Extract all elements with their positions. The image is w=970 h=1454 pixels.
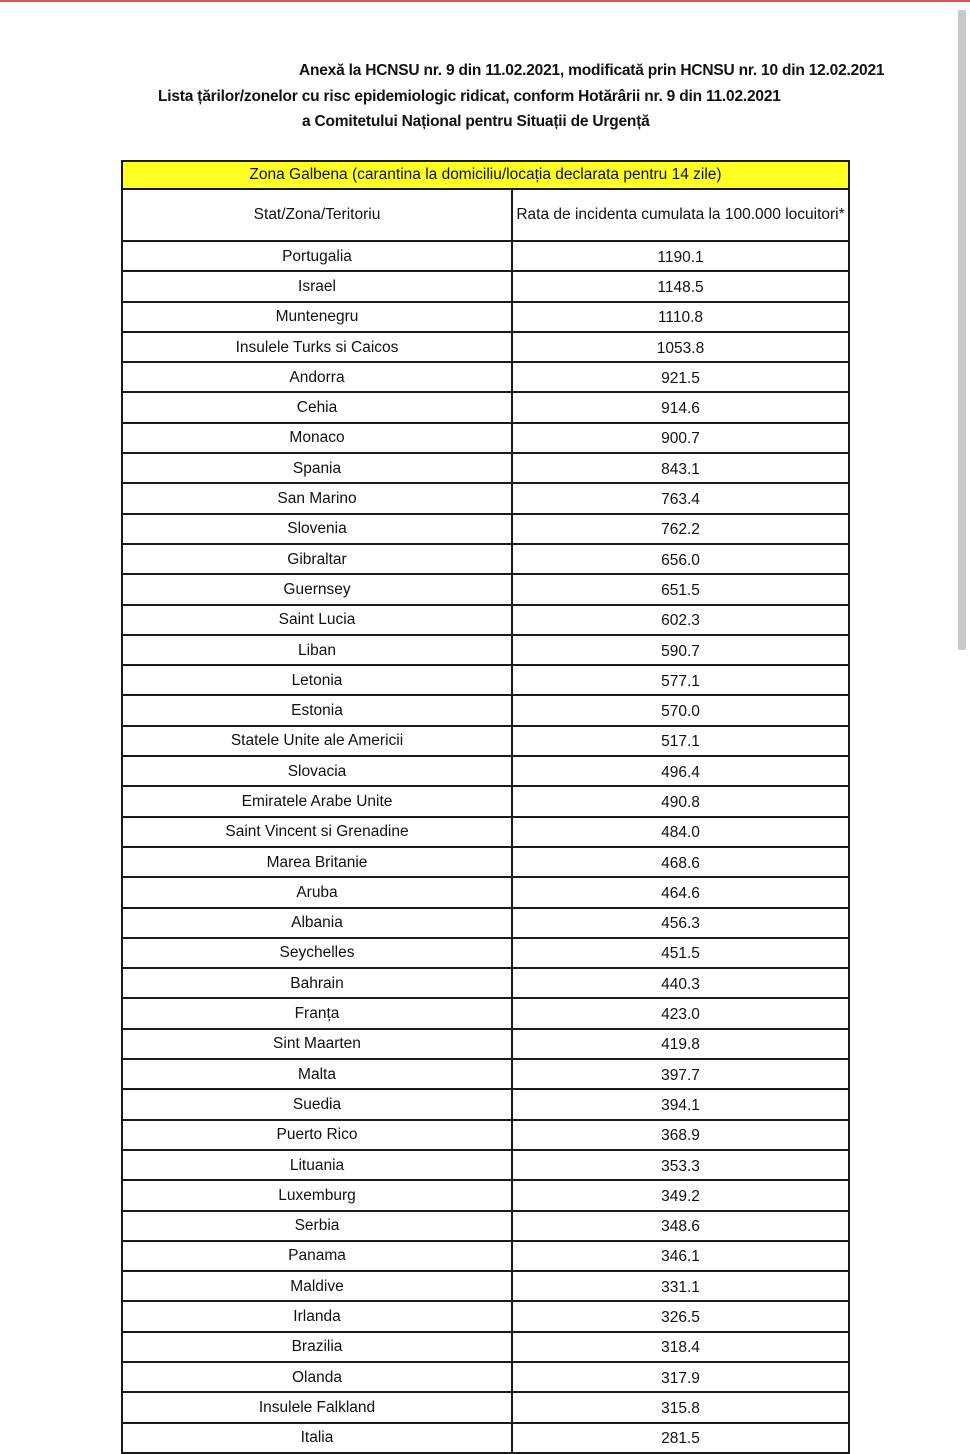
country-cell: Puerto Rico [122, 1120, 512, 1150]
table-row [122, 877, 849, 907]
country-cell: Malta [122, 1059, 512, 1089]
incidence-rate-cell: 317.9 [512, 1362, 849, 1392]
country-cell: Aruba [122, 877, 512, 907]
country-cell: Guernsey [122, 574, 512, 604]
incidence-rate-cell: 348.6 [512, 1211, 849, 1241]
incidence-rate-cell: 423.0 [512, 998, 849, 1028]
table-row [122, 362, 849, 392]
country-cell: Irlanda [122, 1301, 512, 1331]
column-header-country: Stat/Zona/Teritoriu [122, 189, 512, 241]
country-cell: Marea Britanie [122, 847, 512, 877]
incidence-rate-cell: 602.3 [512, 605, 849, 635]
country-cell: Suedia [122, 1089, 512, 1119]
table-row [122, 1150, 849, 1180]
incidence-rate-cell: 496.4 [512, 756, 849, 786]
table-row [122, 1332, 849, 1362]
incidence-rate-cell: 656.0 [512, 544, 849, 574]
table-row [122, 605, 849, 635]
table-row [122, 1362, 849, 1392]
incidence-rate-cell: 281.5 [512, 1423, 849, 1453]
table-row [122, 392, 849, 422]
table-row [122, 847, 849, 877]
table-row [122, 1059, 849, 1089]
incidence-rate-cell: 397.7 [512, 1059, 849, 1089]
table-row [122, 271, 849, 301]
table-row [122, 968, 849, 998]
table-row [122, 1211, 849, 1241]
country-cell: Estonia [122, 695, 512, 725]
table-row [122, 726, 849, 756]
zone-header-row [122, 161, 849, 189]
table-row [122, 514, 849, 544]
incidence-rate-cell: 1148.5 [512, 271, 849, 301]
incidence-rate-cell: 914.6 [512, 392, 849, 422]
table-row [122, 938, 849, 968]
countries-table [121, 160, 850, 1454]
table-row [122, 1271, 849, 1301]
country-cell: Saint Vincent si Grenadine [122, 817, 512, 847]
country-cell: Letonia [122, 665, 512, 695]
incidence-rate-cell: 353.3 [512, 1150, 849, 1180]
column-header-rate: Rata de incidenta cumulata la 100.000 locuitori* [512, 189, 849, 241]
table-row [122, 635, 849, 665]
country-cell: Maldive [122, 1271, 512, 1301]
table-row [122, 574, 849, 604]
country-cell: Saint Lucia [122, 605, 512, 635]
country-cell: Insulele Falkland [122, 1392, 512, 1422]
country-cell: Luxemburg [122, 1180, 512, 1210]
country-cell: Israel [122, 271, 512, 301]
zone-title: Zona Galbena (carantina la domiciliu/locația declarata pentru 14 zile) [122, 161, 849, 189]
incidence-rate-cell: 843.1 [512, 453, 849, 483]
annex-title: Anexă la HCNSU nr. 9 din 11.02.2021, modificată prin HCNSU nr. 10 din 12.02.2021 [299, 62, 885, 79]
country-cell: Lituania [122, 1150, 512, 1180]
country-cell: Seychelles [122, 938, 512, 968]
incidence-rate-cell: 763.4 [512, 483, 849, 513]
table-row [122, 1120, 849, 1150]
incidence-rate-cell: 468.6 [512, 847, 849, 877]
country-cell: Spania [122, 453, 512, 483]
incidence-rate-cell: 464.6 [512, 877, 849, 907]
incidence-rate-cell: 490.8 [512, 786, 849, 816]
incidence-rate-cell: 577.1 [512, 665, 849, 695]
incidence-rate-cell: 440.3 [512, 968, 849, 998]
country-cell: Emiratele Arabe Unite [122, 786, 512, 816]
country-cell: Liban [122, 635, 512, 665]
table-row [122, 453, 849, 483]
country-cell: Cehia [122, 392, 512, 422]
country-cell: Franța [122, 998, 512, 1028]
column-header-row [122, 189, 849, 241]
country-cell: Panama [122, 1241, 512, 1271]
incidence-rate-cell: 900.7 [512, 423, 849, 453]
country-cell: Insulele Turks si Caicos [122, 332, 512, 362]
incidence-rate-cell: 315.8 [512, 1392, 849, 1422]
list-title: Lista țărilor/zonelor cu risc epidemiologic ridicat, conform Hotărârii nr. 9 din 11.02.2021 [158, 88, 781, 105]
table-row [122, 544, 849, 574]
table-row [122, 241, 849, 271]
country-cell: Bahrain [122, 968, 512, 998]
incidence-rate-cell: 368.9 [512, 1120, 849, 1150]
incidence-rate-cell: 651.5 [512, 574, 849, 604]
incidence-rate-cell: 484.0 [512, 817, 849, 847]
table-row [122, 332, 849, 362]
table-row [122, 302, 849, 332]
incidence-rate-cell: 590.7 [512, 635, 849, 665]
country-cell: Brazilia [122, 1332, 512, 1362]
country-cell: Italia [122, 1423, 512, 1453]
incidence-rate-cell: 318.4 [512, 1332, 849, 1362]
country-cell: Slovacia [122, 756, 512, 786]
incidence-rate-cell: 921.5 [512, 362, 849, 392]
country-cell: Sint Maarten [122, 1029, 512, 1059]
country-cell: Olanda [122, 1362, 512, 1392]
table-row [122, 1029, 849, 1059]
country-cell: Monaco [122, 423, 512, 453]
country-cell: San Marino [122, 483, 512, 513]
top-accent-line [0, 0, 970, 2]
incidence-rate-cell: 762.2 [512, 514, 849, 544]
country-cell: Statele Unite ale Americii [122, 726, 512, 756]
incidence-rate-cell: 346.1 [512, 1241, 849, 1271]
incidence-rate-cell: 517.1 [512, 726, 849, 756]
incidence-rate-cell: 1190.1 [512, 241, 849, 271]
table-row [122, 786, 849, 816]
table-row [122, 908, 849, 938]
table-row [122, 1089, 849, 1119]
table-body [122, 241, 849, 1453]
incidence-rate-cell: 349.2 [512, 1180, 849, 1210]
incidence-rate-cell: 570.0 [512, 695, 849, 725]
country-cell: Albania [122, 908, 512, 938]
table-row [122, 1301, 849, 1331]
table-row [122, 817, 849, 847]
country-cell: Slovenia [122, 514, 512, 544]
table-row [122, 1180, 849, 1210]
table-row [122, 756, 849, 786]
table-row [122, 1392, 849, 1422]
country-cell: Portugalia [122, 241, 512, 271]
table-row [122, 695, 849, 725]
table-row [122, 1241, 849, 1271]
table-row [122, 423, 849, 453]
country-cell: Andorra [122, 362, 512, 392]
incidence-rate-cell: 326.5 [512, 1301, 849, 1331]
incidence-rate-cell: 419.8 [512, 1029, 849, 1059]
incidence-rate-cell: 1053.8 [512, 332, 849, 362]
country-cell: Gibraltar [122, 544, 512, 574]
table-row [122, 998, 849, 1028]
country-cell: Muntenegru [122, 302, 512, 332]
scrollbar-thumb[interactable] [958, 10, 966, 650]
incidence-rate-cell: 1110.8 [512, 302, 849, 332]
table-row [122, 1423, 849, 1453]
incidence-rate-cell: 394.1 [512, 1089, 849, 1119]
table-row [122, 665, 849, 695]
country-cell: Serbia [122, 1211, 512, 1241]
table-row [122, 483, 849, 513]
incidence-rate-cell: 451.5 [512, 938, 849, 968]
incidence-rate-cell: 331.1 [512, 1271, 849, 1301]
incidence-rate-cell: 456.3 [512, 908, 849, 938]
committee-title: a Comitetului Național pentru Situații de Urgență [302, 113, 650, 130]
